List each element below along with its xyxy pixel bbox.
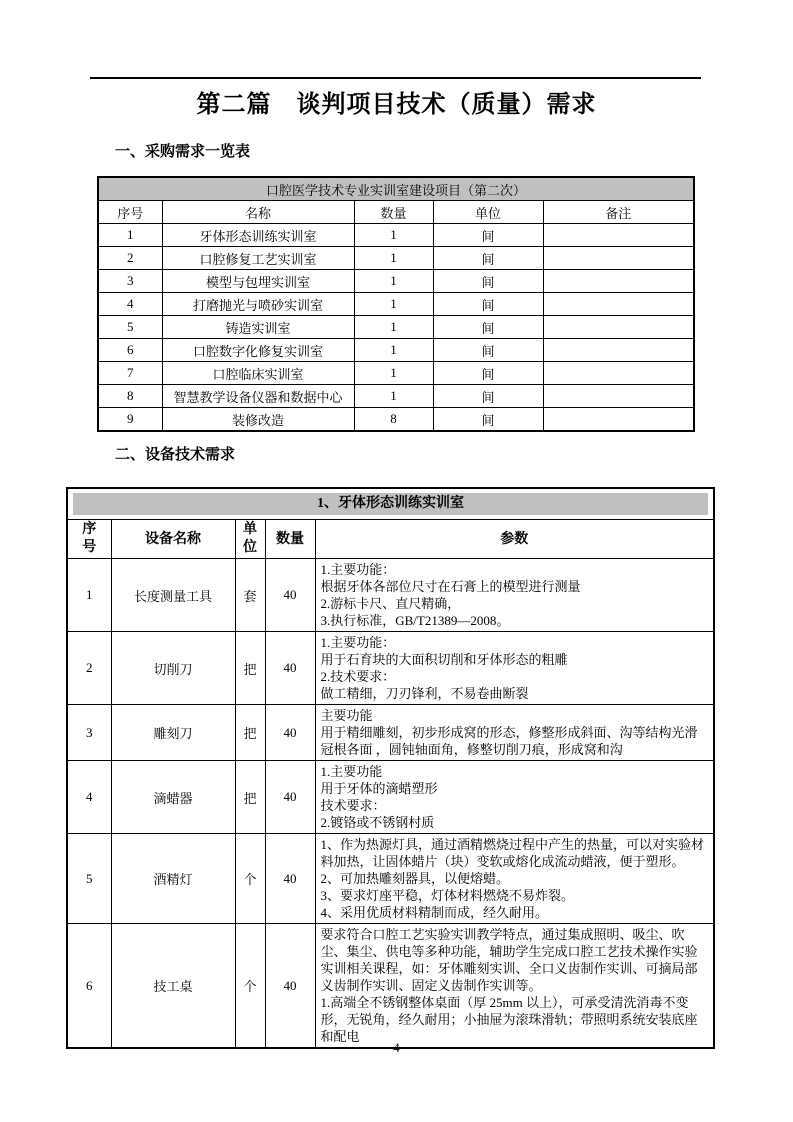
cell-qty: 1	[354, 247, 433, 270]
overview-table-title: 口腔医学技术专业实训室建设项目（第二次）	[98, 177, 694, 201]
equipment-table	[66, 487, 715, 1049]
cell-name: 长度测量工具	[111, 559, 235, 632]
cell-unit: 间	[433, 385, 543, 408]
table-title-row	[98, 177, 694, 201]
page-number: 4	[393, 1040, 400, 1055]
cell-unit: 个	[235, 924, 265, 1049]
cell-seq: 4	[98, 293, 162, 316]
table-row	[67, 632, 714, 705]
cell-qty: 1	[354, 339, 433, 362]
table-row	[67, 834, 714, 924]
cell-unit: 间	[433, 270, 543, 293]
cell-qty: 1	[354, 362, 433, 385]
col-header-unit: 单位	[433, 201, 543, 224]
cell-name: 切削刀	[111, 632, 235, 705]
table-row	[98, 247, 694, 270]
col-header-seq	[67, 520, 111, 559]
cell-qty: 1	[354, 224, 433, 247]
table-row	[67, 705, 714, 761]
cell-note	[543, 408, 694, 432]
equipment-table-title-cell	[67, 488, 714, 520]
overview-table	[97, 176, 695, 432]
cell-params: 1.主要功能： 用于石育块的大面积切削和牙体形态的粗雕 2.技术要求： 做工精细，刀刃锋利，不易卷曲断裂	[315, 632, 714, 705]
cell-seq: 2	[98, 247, 162, 270]
cell-seq: 7	[98, 362, 162, 385]
cell-params: 主要功能 用于精细雕刻，初步形成窝的形态，修整形成斜面、沟等结构光滑冠根各面 ，圆钝轴面角，修整切削刀痕，形成窝和沟	[315, 705, 714, 761]
col-header-unit-label: 单位	[243, 522, 257, 555]
cell-seq: 8	[98, 385, 162, 408]
cell-name: 口腔数字化修复实训室	[162, 339, 354, 362]
cell-unit: 间	[433, 293, 543, 316]
cell-note	[543, 339, 694, 362]
col-header-note: 备注	[543, 201, 694, 224]
cell-name: 技工桌	[111, 924, 235, 1049]
cell-note	[543, 385, 694, 408]
table-row	[98, 339, 694, 362]
cell-unit: 个	[235, 834, 265, 924]
cell-seq: 1	[98, 224, 162, 247]
header-rule	[90, 77, 701, 79]
cell-name: 铸造实训室	[162, 316, 354, 339]
cell-unit: 套	[235, 559, 265, 632]
cell-qty: 1	[354, 293, 433, 316]
cell-qty: 40	[265, 632, 315, 705]
cell-name: 装修改造	[162, 408, 354, 432]
cell-seq: 5	[67, 834, 111, 924]
table-row	[98, 224, 694, 247]
cell-seq: 2	[67, 632, 111, 705]
cell-qty: 40	[265, 559, 315, 632]
cell-name: 智慧教学设备仪器和数据中心	[162, 385, 354, 408]
table-header-row	[98, 201, 694, 224]
cell-unit: 间	[433, 247, 543, 270]
cell-seq: 3	[67, 705, 111, 761]
cell-qty: 1	[354, 385, 433, 408]
cell-name: 打磨抛光与喷砂实训室	[162, 293, 354, 316]
cell-name: 雕刻刀	[111, 705, 235, 761]
col-header-params: 参数	[315, 520, 714, 559]
equipment-table-title: 1、牙体形态训练实训室	[73, 493, 708, 515]
cell-note	[543, 316, 694, 339]
cell-qty: 40	[265, 834, 315, 924]
cell-unit: 间	[433, 339, 543, 362]
cell-qty: 40	[265, 924, 315, 1049]
cell-unit: 间	[433, 316, 543, 339]
cell-unit: 把	[235, 632, 265, 705]
col-header-seq: 序号	[98, 201, 162, 224]
table-row	[98, 316, 694, 339]
cell-unit: 间	[433, 362, 543, 385]
cell-unit: 间	[433, 224, 543, 247]
col-header-seq-label: 序号	[82, 522, 97, 555]
cell-params: 1、作为热源灯具，通过酒精燃烧过程中产生的热量，可以对实验材料加热，让固体蜡片（块）变软或熔化成流动蜡液，便于塑形。 2、可加热雕刻器具，以便熔蜡。 3、要求灯座平稳，灯体材料燃烧不易炸裂。 4、采用优质材料精制而成，经久耐用。	[315, 834, 714, 924]
section-heading-equipment-specs: 二、设备技术需求	[115, 447, 236, 463]
table-row	[67, 924, 714, 1049]
table-row	[98, 293, 694, 316]
col-header-qty: 数量	[265, 520, 315, 559]
cell-unit: 间	[433, 408, 543, 432]
table-header-row	[67, 520, 714, 559]
section-heading-procurement-list: 一、采购需求一览表	[115, 144, 251, 160]
col-header-name: 设备名称	[111, 520, 235, 559]
cell-seq: 6	[98, 339, 162, 362]
cell-note	[543, 293, 694, 316]
cell-params: 1.主要功能： 根据牙体各部位尺寸在石膏上的模型进行测量 2.游标卡尺、直尺精确， 3.执行标准，GB/T21389—2008。	[315, 559, 714, 632]
cell-qty: 40	[265, 761, 315, 834]
col-header-qty: 数量	[354, 201, 433, 224]
table-row	[98, 270, 694, 293]
cell-name: 牙体形态训练实训室	[162, 224, 354, 247]
table-row	[67, 761, 714, 834]
cell-name: 模型与包埋实训室	[162, 270, 354, 293]
cell-qty: 40	[265, 705, 315, 761]
cell-name: 滴蜡器	[111, 761, 235, 834]
cell-seq: 6	[67, 924, 111, 1049]
table-row	[98, 385, 694, 408]
cell-qty: 8	[354, 408, 433, 432]
cell-seq: 1	[67, 559, 111, 632]
cell-seq: 4	[67, 761, 111, 834]
cell-name: 酒精灯	[111, 834, 235, 924]
table-row	[67, 559, 714, 632]
cell-seq: 9	[98, 408, 162, 432]
cell-seq: 3	[98, 270, 162, 293]
table-row	[98, 408, 694, 432]
cell-unit: 把	[235, 705, 265, 761]
cell-note	[543, 362, 694, 385]
cell-note	[543, 224, 694, 247]
cell-qty: 1	[354, 270, 433, 293]
cell-note	[543, 270, 694, 293]
page-title: 第二篇 谈判项目技术（质量）需求	[196, 92, 597, 118]
cell-qty: 1	[354, 316, 433, 339]
cell-params: 要求符合口腔工艺实验实训教学特点，通过集成照明、吸尘、吹尘、集尘、供电等多种功能，辅助学生完成口腔工艺技术操作实验实训相关课程，如：牙体雕刻实训、全口义齿制作实训、可摘局部义齿制作实训、固定义齿制作实训等。 1.高端全不锈钢整体桌面（厚 25mm 以上），可承受清洗消毒不变形，无锐角，经久耐用；小抽屉为滚珠滑轨；带照明系统安装底座和配电	[315, 924, 714, 1049]
table-row	[98, 362, 694, 385]
col-header-unit	[235, 520, 265, 559]
cell-note	[543, 247, 694, 270]
col-header-name: 名称	[162, 201, 354, 224]
table-title-row	[67, 488, 714, 520]
cell-unit: 把	[235, 761, 265, 834]
cell-params: 1.主要功能 用于牙体的滴蜡塑形 技术要求： 2.镀铬或不锈钢村质	[315, 761, 714, 834]
cell-seq: 5	[98, 316, 162, 339]
cell-name: 口腔临床实训室	[162, 362, 354, 385]
cell-name: 口腔修复工艺实训室	[162, 247, 354, 270]
